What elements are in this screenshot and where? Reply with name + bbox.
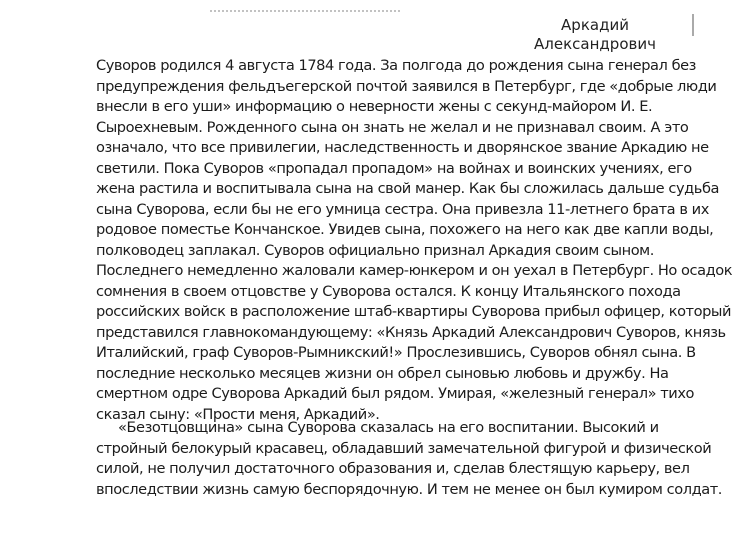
text-line: родовое поместье Кончанское. Увидев сына, похожего на него как две капли воды,: [96, 221, 714, 238]
text-line: стройный белокурый красавец, обладавший замечательной фигурой и физической: [96, 439, 712, 457]
text-line: полководец заплакал. Суворов официально признал Аркадия своим сыном.: [96, 241, 654, 259]
text-line: означало, что все привилегии, наследственность и дворянское звание Аркадию не: [96, 139, 709, 156]
page-heading: [520, 16, 670, 54]
text-line: Последнего немедленно жаловали камер-юнкером и он уехал в Петербург. Но осадок: [96, 262, 732, 279]
text-line: светили. Пока Суворов «пропадал пропадом» на войнах и воинских учениях, его: [96, 159, 692, 177]
text-line: последние несколько месяцев жизни он обрел сыновью любовь и дружбу. На: [96, 364, 669, 382]
text-line: сомнения в своем отцовстве у Суворова остался. К концу Итальянского похода: [96, 282, 681, 300]
corner-mark-artifact: [692, 14, 700, 36]
heading-patronymic: Александрович: [534, 35, 656, 53]
text-line: представился главнокомандующему: «Князь Аркадий Александрович Суворов, князь: [96, 323, 726, 341]
text-line: смертном одре Суворова Аркадий был рядом. Умирая, «железный генерал» тихо: [96, 385, 694, 402]
text-line: российских войск в расположение штаб-квартиры Суворова прибыл офицер, который: [96, 303, 732, 320]
text-line: сказал сыну: «Прости меня, Аркадий».: [96, 405, 380, 423]
paragraph-1: [96, 56, 732, 425]
text-line: жена растила и воспитывала сына на свой манер. Как бы сложилась дальше судьба: [96, 180, 719, 197]
text-line: предупреждения фельдъегерской почтой заявился в Петербург, где «добрые люди: [96, 77, 717, 95]
heading-first-name: Аркадий: [561, 16, 629, 34]
text-line: Италийский, граф Суворов-Рымникский!» Прослезившись, Суворов обнял сына. В: [96, 344, 696, 361]
text-line: внесли в его уши» информацию о неверности жены с секунд-майором И. Е.: [96, 98, 653, 115]
text-line: силой, не получил достаточного образования и, сделав блестящую карьеру, вел: [96, 460, 690, 477]
text-line: Сыроехневым. Рожденного сына он знать не желал и не признавал своим. А это: [96, 118, 689, 136]
text-line: Суворов родился 4 августа 1784 года. За полгода до рождения сына генерал без: [96, 57, 696, 74]
text-line: впоследствии жизнь самую беспорядочную. И тем не менее он был кумиром солдат.: [96, 480, 722, 498]
faint-header-artifact: [210, 10, 400, 20]
paragraph-2: [96, 418, 722, 500]
text-line: сына Суворова, если бы не его умница сестра. Она привезла 11-летнего брата в их: [96, 200, 709, 218]
text-line: «Безотцовщина» сына Суворова сказалась на его воспитании. Высокий и: [118, 419, 659, 436]
